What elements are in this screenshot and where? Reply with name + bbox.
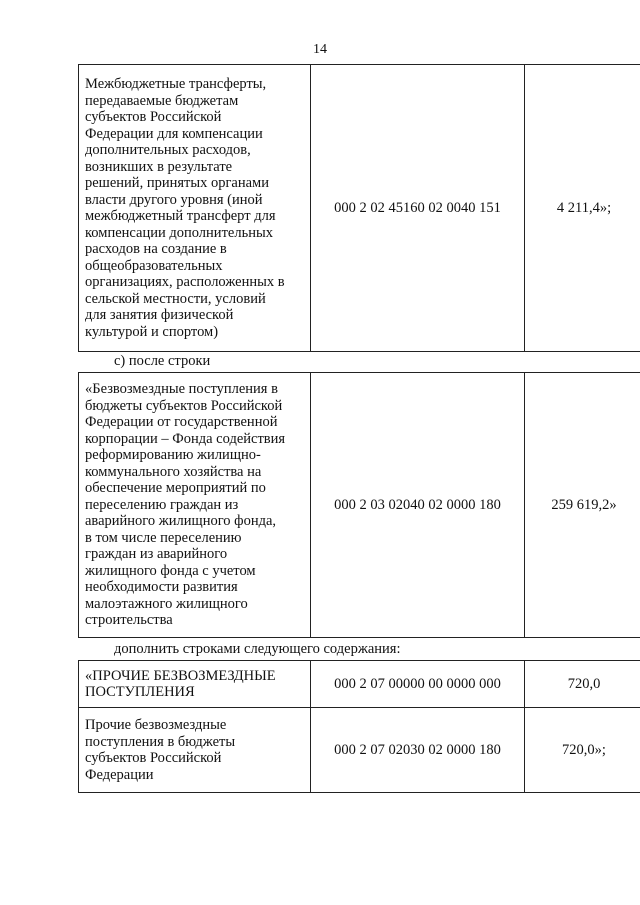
row-amount: 4 211,4»; [525,65,640,352]
budget-table-reference-row [78,372,640,638]
row-budget-code: 000 2 03 02040 02 0000 180 [311,373,525,638]
row-description: Прочие безвозмездные поступления в бюджеты субъектов Российской Федерации [85,717,236,783]
page-number: 14 [313,42,327,57]
row-description-cell [79,708,311,793]
row-budget-code: 000 2 07 00000 00 0000 000 [311,661,525,708]
instruction-add-rows: дополнить строками следующего содержания: [114,641,401,657]
budget-table-new-rows [78,660,640,793]
row-description-cell [79,661,311,708]
row-amount: 259 619,2» [525,373,640,638]
row-budget-code: 000 2 02 45160 02 0040 151 [311,65,525,352]
instruction-after-row: с) после строки [114,353,211,369]
table-row [79,373,640,638]
table-row [79,65,640,352]
row-description: Межбюджетные трансферты, передаваемые бюджетам субъектов Российской Федерации для компенсации дополнительных расходов, возникших в результате решений, принятых органами власти другого уровня (иной межбюджетный трансферт для компенсации дополнительных расходов на создание в общеобразовательных организациях, расположенных в сельской местности, условий для занятия физической культурой и спортом) [85,76,285,340]
table-row [79,661,640,708]
row-description-cell [79,373,311,638]
table-row [79,708,640,793]
row-amount: 720,0 [525,661,640,708]
row-description-cell [79,65,311,352]
row-amount: 720,0»; [525,708,640,793]
row-description: «ПРОЧИЕ БЕЗВОЗМЕЗДНЫЕ ПОСТУПЛЕНИЯ [85,667,276,700]
row-description: «Безвозмездные поступления в бюджеты субъектов Российской Федерации от государственной корпорации – Фонда содействия реформированию жилищно- коммунального хозяйства на обеспечение мероприятий по переселению граждан из аварийного жилищного фонда, в том числе переселению граждан из аварийного жилищного фонда с учетом необходимости развития малоэтажного жилищного строительства [85,381,286,629]
budget-table-continued [78,64,640,352]
row-budget-code: 000 2 07 02030 02 0000 180 [311,708,525,793]
